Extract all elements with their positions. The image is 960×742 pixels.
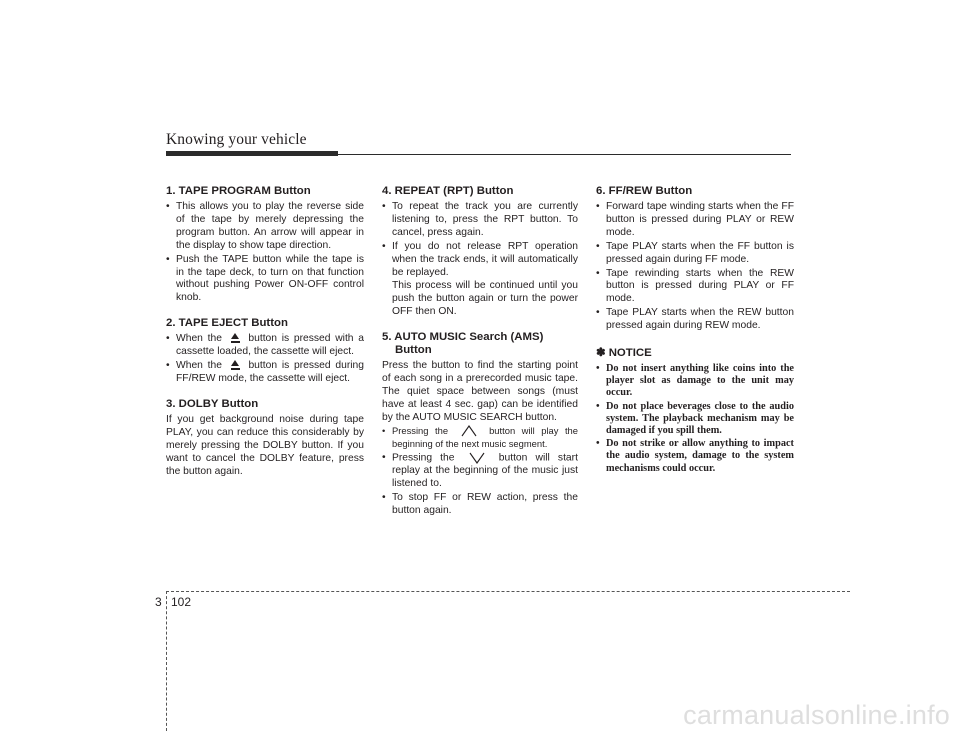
notice-item: • Do not place beverages close to the audio system. The playback mechanism may be damaged if you spill them. — [596, 401, 794, 438]
section-heading-tape-eject: 2. TAPE EJECT Button — [166, 317, 288, 330]
section-heading-tape-program: 1. TAPE PROGRAM Button — [166, 185, 311, 197]
notice-list — [596, 363, 794, 475]
ams-list — [382, 425, 578, 518]
watermark: carmanualsonline.info — [683, 700, 950, 730]
list-item: • This allows you to play the reverse side of the tape by merely depressing the program button. An arrow will appear in the display to show tape direction. — [166, 201, 364, 253]
bullet-text-post: button will play the beginning of the next music segment. — [392, 424, 578, 449]
list-item — [382, 452, 578, 491]
repeat-list — [382, 201, 578, 319]
list-item — [382, 425, 578, 451]
list-item: • If you do not release RPT operation when the track ends, it will automatically be replayed. — [382, 241, 578, 280]
chevron-up-icon — [458, 425, 480, 437]
list-item: • Tape PLAY starts when the REW button pressed again during REW mode. — [596, 307, 794, 333]
footer-vertical-divider — [166, 591, 167, 731]
list-item: • To repeat the track you are currently listening to, press the RPT button. To cancel, press again. — [382, 201, 578, 240]
chapter-number: 3 — [155, 595, 162, 609]
bullet-text-pre: Pressing the — [392, 424, 449, 436]
ff-rew-list — [596, 201, 794, 333]
dolby-paragraph: If you get background noise during tape PLAY, you can reduce this considerably by merely pressing the DOLBY button. If you want to cancel the DOLBY feature, press the button again. — [166, 414, 364, 477]
list-item — [166, 360, 364, 386]
notice-item: • Do not strike or allow anything to impact the audio system, damage to the system mechanisms could occur. — [596, 438, 794, 475]
bullet-text-pre: When the — [176, 360, 222, 372]
footer-divider — [166, 591, 850, 592]
section-heading-repeat: 4. REPEAT (RPT) Button — [382, 185, 514, 197]
ams-heading-line2: Button — [395, 344, 432, 357]
column-3 — [596, 185, 794, 476]
bullet-text-pre: When the — [176, 333, 222, 345]
list-item — [166, 333, 364, 359]
section-heading-dolby: 3. DOLBY Button — [166, 398, 259, 411]
header-rule-thin — [338, 154, 791, 155]
section-heading-ams — [382, 331, 578, 357]
tape-eject-list — [166, 333, 364, 386]
eject-icon — [229, 333, 242, 344]
header-rule-thick — [166, 151, 338, 156]
column-1 — [166, 185, 364, 479]
list-item: • To stop FF or REW action, press the button again. — [382, 492, 578, 518]
ams-paragraph: Press the button to find the starting point of each song in a prerecorded music tape. The quiet space between songs (must have at least 4 sec. gap) can be identified by the AUTO MUSIC SEARCH button. — [382, 360, 578, 423]
list-item: • Tape PLAY starts when the FF button is pressed again during FF mode. — [596, 241, 794, 267]
list-item: • Tape rewinding starts when the REW button is pressed during PLAY or FF mode. — [596, 268, 794, 307]
section-heading-ff-rew: 6. FF/REW Button — [596, 185, 693, 197]
bullet-text-pre: Pressing the — [392, 452, 455, 464]
notice-item: • Do not insert anything like coins into the player slot as damage to the unit may occur. — [596, 363, 794, 400]
column-2 — [382, 185, 578, 519]
ams-heading-line1: 5. AUTO MUSIC Search (AMS) — [382, 331, 544, 344]
list-item: • Forward tape winding starts when the FF button is pressed during PLAY or REW mode. — [596, 201, 794, 240]
bullet-text-post: button is pressed with a cassette loaded, the cassette will eject. — [176, 333, 364, 358]
chevron-down-icon — [466, 452, 488, 464]
tape-program-list — [166, 201, 364, 305]
header-title: Knowing your vehicle — [166, 131, 307, 148]
list-item: • Push the TAPE button while the tape is in the tape deck, to turn on that function without pushing Power ON-OFF control knob. — [166, 254, 364, 306]
bullet-text-post: button is pressed during FF/REW mode, the cassette will eject. — [176, 360, 364, 385]
bullet-text-post: button will start replay at the beginning of the music just listened to. — [392, 452, 578, 490]
eject-icon — [229, 360, 242, 371]
page-number: 102 — [171, 595, 192, 609]
list-item-continuation: This process will be continued until you push the button again or turn the power OFF then ON. — [392, 280, 578, 318]
notice-title: ✽ NOTICE — [596, 347, 652, 360]
